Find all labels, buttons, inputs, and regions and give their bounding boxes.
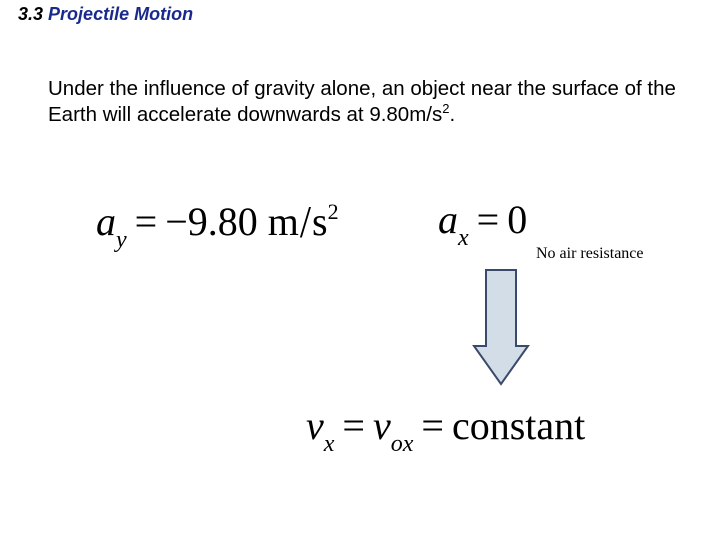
eq-ax-equals: = — [476, 197, 500, 242]
eq-ax-var: a — [438, 197, 458, 242]
section-number: 3.3 — [18, 4, 44, 24]
eq-ax-value: 0 — [507, 197, 528, 242]
down-arrow-icon — [470, 268, 532, 388]
intro-end: . — [449, 103, 456, 126]
eq-ay-unit-num: m — [267, 199, 299, 244]
eq-ay-value: −9.80 — [165, 199, 258, 244]
intro-superscript: 2 — [442, 101, 450, 116]
eq-ay-unit-den: s — [312, 199, 328, 244]
down-arrow-shape — [474, 270, 528, 384]
equation-ay — [96, 195, 339, 253]
eq-vx-sub2: ox — [390, 431, 414, 457]
eq-ay-unit-slash: / — [299, 195, 312, 248]
eq-vx-rhs: constant — [451, 403, 586, 448]
eq-ay-sub: y — [116, 227, 127, 253]
intro-paragraph — [48, 76, 708, 128]
equation-vx — [306, 403, 586, 457]
equation-ax — [438, 197, 528, 251]
eq-ay-var: a — [96, 199, 116, 244]
eq-vx-equals1: = — [342, 403, 365, 448]
intro-text: Under the influence of gravity alone, an object near the surface of the Earth will accelerate downwards at 9.80m/s — [48, 77, 676, 126]
air-resistance-note: No air resistance — [536, 245, 644, 262]
eq-vx-var1: v — [306, 403, 324, 448]
eq-vx-var2: v — [372, 403, 391, 448]
section-title: Projectile Motion — [48, 4, 194, 24]
slide-header — [18, 4, 193, 25]
eq-vx-equals2: = — [421, 403, 444, 448]
eq-ay-equals: = — [134, 199, 158, 244]
eq-vx-sub1: x — [323, 431, 335, 457]
eq-ay-unit-exp: 2 — [327, 199, 339, 224]
eq-ax-sub: x — [458, 225, 469, 251]
